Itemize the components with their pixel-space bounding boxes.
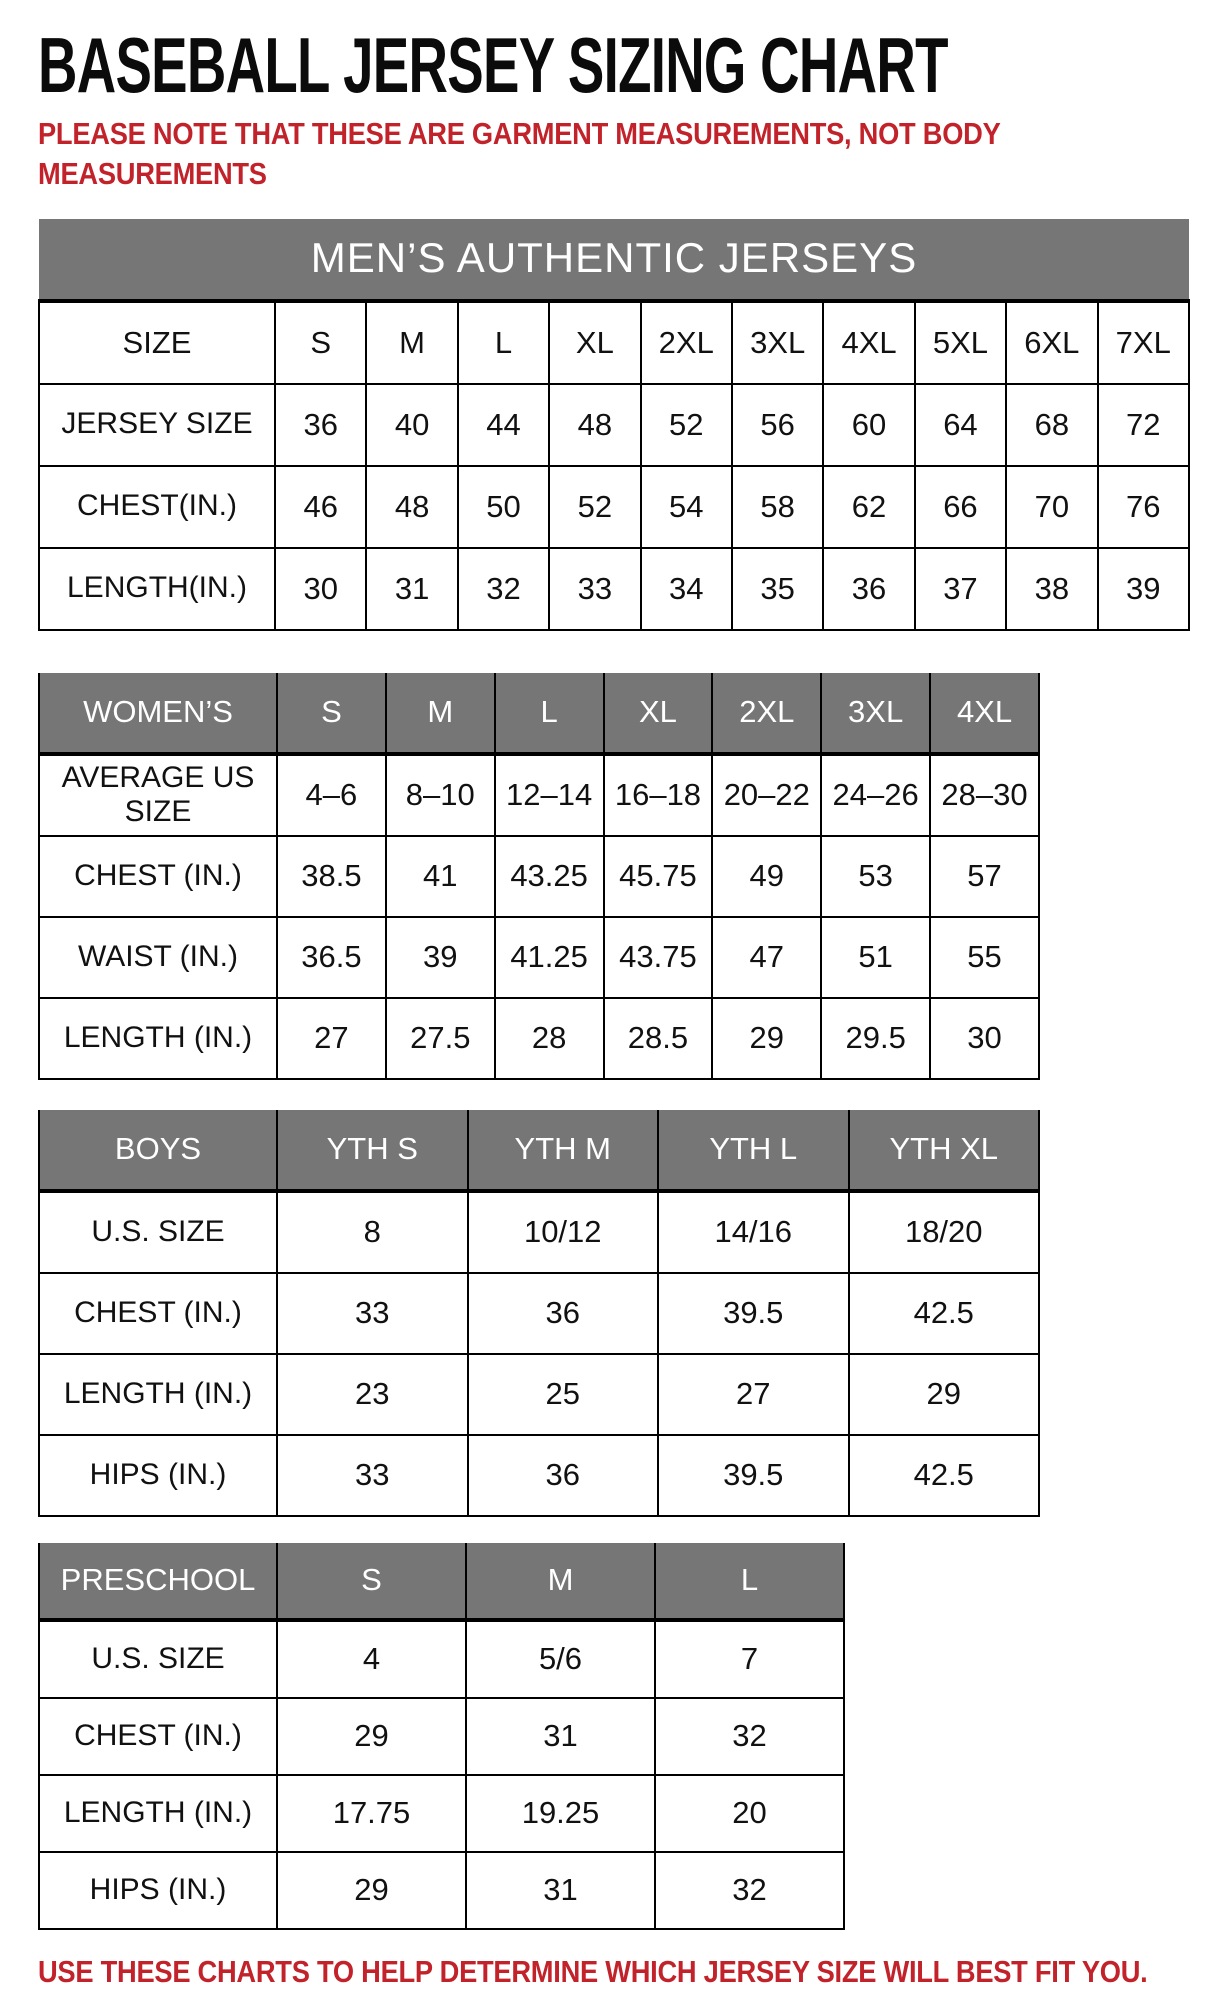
mens-value-cell: 31 <box>366 548 457 630</box>
mens-row <box>39 548 1189 630</box>
womens-header-cell: S <box>277 673 386 754</box>
womens-row-label: CHEST (IN.) <box>39 836 277 917</box>
mens-header-cell: M <box>366 301 457 384</box>
preschool-header-cell: L <box>655 1543 844 1620</box>
mens-row-label: LENGTH(IN.) <box>39 548 275 630</box>
womens-value-cell: 43.25 <box>495 836 604 917</box>
mens-value-cell: 76 <box>1098 466 1189 548</box>
womens-value-cell: 24–26 <box>821 754 930 836</box>
boys-value-cell: 33 <box>277 1273 468 1354</box>
womens-value-cell: 36.5 <box>277 917 386 998</box>
preschool-row <box>39 1852 844 1929</box>
boys-value-cell: 33 <box>277 1435 468 1516</box>
mens-value-cell: 72 <box>1098 384 1189 466</box>
mens-header-row <box>39 301 1189 384</box>
womens-row-label: LENGTH (IN.) <box>39 998 277 1079</box>
womens-value-cell: 41 <box>386 836 495 917</box>
mens-row-label: JERSEY SIZE <box>39 384 275 466</box>
preschool-value-cell: 7 <box>655 1620 844 1698</box>
womens-header-cell: M <box>386 673 495 754</box>
mens-value-cell: 68 <box>1006 384 1097 466</box>
mens-sizing-table <box>38 219 1190 631</box>
womens-value-cell: 8–10 <box>386 754 495 836</box>
mens-value-cell: 37 <box>915 548 1006 630</box>
preschool-value-cell: 32 <box>655 1852 844 1929</box>
womens-sizing-table <box>38 673 1040 1080</box>
womens-value-cell: 20–22 <box>712 754 821 836</box>
preschool-value-cell: 20 <box>655 1775 844 1852</box>
mens-value-cell: 70 <box>1006 466 1097 548</box>
boys-value-cell: 39.5 <box>658 1435 849 1516</box>
mens-header-cell: SIZE <box>39 301 275 384</box>
womens-value-cell: 4–6 <box>277 754 386 836</box>
boys-row <box>39 1191 1039 1273</box>
womens-row <box>39 917 1039 998</box>
womens-value-cell: 30 <box>930 998 1039 1079</box>
boys-value-cell: 36 <box>468 1273 659 1354</box>
womens-row-label: WAIST (IN.) <box>39 917 277 998</box>
preschool-value-cell: 17.75 <box>277 1775 466 1852</box>
womens-value-cell: 39 <box>386 917 495 998</box>
preschool-value-cell: 29 <box>277 1698 466 1775</box>
preschool-row-label: U.S. SIZE <box>39 1620 277 1698</box>
preschool-value-cell: 4 <box>277 1620 466 1698</box>
mens-value-cell: 48 <box>549 384 640 466</box>
boys-row <box>39 1273 1039 1354</box>
mens-header-cell: S <box>275 301 366 384</box>
preschool-value-cell: 31 <box>466 1698 655 1775</box>
womens-value-cell: 29.5 <box>821 998 930 1079</box>
boys-value-cell: 10/12 <box>468 1191 659 1273</box>
boys-header-cell: YTH S <box>277 1110 468 1191</box>
boys-value-cell: 27 <box>658 1354 849 1435</box>
womens-value-cell: 45.75 <box>604 836 713 917</box>
mens-value-cell: 44 <box>458 384 549 466</box>
womens-value-cell: 28.5 <box>604 998 713 1079</box>
boys-row-label: HIPS (IN.) <box>39 1435 277 1516</box>
mens-value-cell: 36 <box>823 548 914 630</box>
preschool-row <box>39 1620 844 1698</box>
boys-header-cell: YTH M <box>468 1110 659 1191</box>
preschool-row <box>39 1775 844 1852</box>
boys-value-cell: 8 <box>277 1191 468 1273</box>
womens-header-cell: 3XL <box>821 673 930 754</box>
preschool-value-cell: 29 <box>277 1852 466 1929</box>
boys-row <box>39 1435 1039 1516</box>
boys-value-cell: 18/20 <box>849 1191 1040 1273</box>
mens-value-cell: 40 <box>366 384 457 466</box>
mens-value-cell: 62 <box>823 466 914 548</box>
womens-value-cell: 41.25 <box>495 917 604 998</box>
womens-header-cell: WOMEN’S <box>39 673 277 754</box>
preschool-header-cell: S <box>277 1543 466 1620</box>
boys-row-label: LENGTH (IN.) <box>39 1354 277 1435</box>
womens-value-cell: 28–30 <box>930 754 1039 836</box>
preschool-value-cell: 32 <box>655 1698 844 1775</box>
mens-row <box>39 384 1189 466</box>
footer-text: USE THESE CHARTS TO HELP DETERMINE WHICH JERSEY SIZE WILL BEST FIT YOU. <box>38 1953 1148 1989</box>
mens-table-banner: MEN’S AUTHENTIC JERSEYS <box>39 219 1189 301</box>
womens-header-cell: 4XL <box>930 673 1039 754</box>
mens-value-cell: 39 <box>1098 548 1189 630</box>
womens-value-cell: 53 <box>821 836 930 917</box>
mens-value-cell: 36 <box>275 384 366 466</box>
mens-header-cell: 5XL <box>915 301 1006 384</box>
mens-header-cell: 3XL <box>732 301 823 384</box>
preschool-header-row <box>39 1543 844 1620</box>
preschool-header-cell: PRESCHOOL <box>39 1543 277 1620</box>
mens-header-cell: 6XL <box>1006 301 1097 384</box>
mens-header-cell: XL <box>549 301 640 384</box>
boys-header-row <box>39 1110 1039 1191</box>
mens-header-cell: 7XL <box>1098 301 1189 384</box>
womens-value-cell: 49 <box>712 836 821 917</box>
womens-value-cell: 28 <box>495 998 604 1079</box>
boys-header-cell: YTH XL <box>849 1110 1040 1191</box>
mens-value-cell: 56 <box>732 384 823 466</box>
boys-header-cell: BOYS <box>39 1110 277 1191</box>
preschool-value-cell: 31 <box>466 1852 655 1929</box>
mens-value-cell: 66 <box>915 466 1006 548</box>
mens-header-cell: 2XL <box>641 301 732 384</box>
preschool-row-label: HIPS (IN.) <box>39 1852 277 1929</box>
mens-value-cell: 48 <box>366 466 457 548</box>
womens-header-row <box>39 673 1039 754</box>
mens-value-cell: 64 <box>915 384 1006 466</box>
page-title: BASEBALL JERSEY SIZING CHART <box>38 21 948 109</box>
womens-value-cell: 55 <box>930 917 1039 998</box>
mens-value-cell: 34 <box>641 548 732 630</box>
mens-value-cell: 54 <box>641 466 732 548</box>
mens-value-cell: 35 <box>732 548 823 630</box>
preschool-row-label: CHEST (IN.) <box>39 1698 277 1775</box>
mens-header-cell: 4XL <box>823 301 914 384</box>
preschool-value-cell: 19.25 <box>466 1775 655 1852</box>
boys-value-cell: 29 <box>849 1354 1040 1435</box>
boys-row <box>39 1354 1039 1435</box>
boys-row-label: CHEST (IN.) <box>39 1273 277 1354</box>
mens-value-cell: 32 <box>458 548 549 630</box>
boys-value-cell: 39.5 <box>658 1273 849 1354</box>
mens-banner-row <box>39 219 1189 301</box>
mens-value-cell: 30 <box>275 548 366 630</box>
womens-header-cell: 2XL <box>712 673 821 754</box>
womens-value-cell: 57 <box>930 836 1039 917</box>
womens-value-cell: 27 <box>277 998 386 1079</box>
womens-row <box>39 998 1039 1079</box>
womens-value-cell: 29 <box>712 998 821 1079</box>
mens-value-cell: 52 <box>641 384 732 466</box>
womens-value-cell: 38.5 <box>277 836 386 917</box>
mens-value-cell: 38 <box>1006 548 1097 630</box>
preschool-sizing-table <box>38 1543 845 1930</box>
mens-row <box>39 466 1189 548</box>
womens-value-cell: 16–18 <box>604 754 713 836</box>
mens-row-label: CHEST(IN.) <box>39 466 275 548</box>
preschool-row <box>39 1698 844 1775</box>
womens-header-cell: XL <box>604 673 713 754</box>
boys-sizing-table <box>38 1110 1040 1517</box>
boys-value-cell: 25 <box>468 1354 659 1435</box>
boys-row-label: U.S. SIZE <box>39 1191 277 1273</box>
mens-value-cell: 52 <box>549 466 640 548</box>
mens-header-cell: L <box>458 301 549 384</box>
womens-row-label: AVERAGE US SIZE <box>39 754 277 836</box>
womens-row <box>39 836 1039 917</box>
womens-value-cell: 27.5 <box>386 998 495 1079</box>
womens-header-cell: L <box>495 673 604 754</box>
mens-value-cell: 58 <box>732 466 823 548</box>
womens-value-cell: 47 <box>712 917 821 998</box>
boys-value-cell: 23 <box>277 1354 468 1435</box>
garment-measurements-note: PLEASE NOTE THAT THESE ARE GARMENT MEASUREMENTS, NOT BODY MEASUREMENTS <box>38 116 1001 192</box>
preschool-header-cell: M <box>466 1543 655 1620</box>
preschool-row-label: LENGTH (IN.) <box>39 1775 277 1852</box>
preschool-value-cell: 5/6 <box>466 1620 655 1698</box>
boys-header-cell: YTH L <box>658 1110 849 1191</box>
mens-value-cell: 50 <box>458 466 549 548</box>
womens-value-cell: 43.75 <box>604 917 713 998</box>
boys-value-cell: 42.5 <box>849 1273 1040 1354</box>
mens-value-cell: 60 <box>823 384 914 466</box>
mens-value-cell: 46 <box>275 466 366 548</box>
boys-value-cell: 42.5 <box>849 1435 1040 1516</box>
womens-value-cell: 51 <box>821 917 930 998</box>
womens-value-cell: 12–14 <box>495 754 604 836</box>
boys-value-cell: 36 <box>468 1435 659 1516</box>
mens-value-cell: 33 <box>549 548 640 630</box>
boys-value-cell: 14/16 <box>658 1191 849 1273</box>
womens-row <box>39 754 1039 836</box>
